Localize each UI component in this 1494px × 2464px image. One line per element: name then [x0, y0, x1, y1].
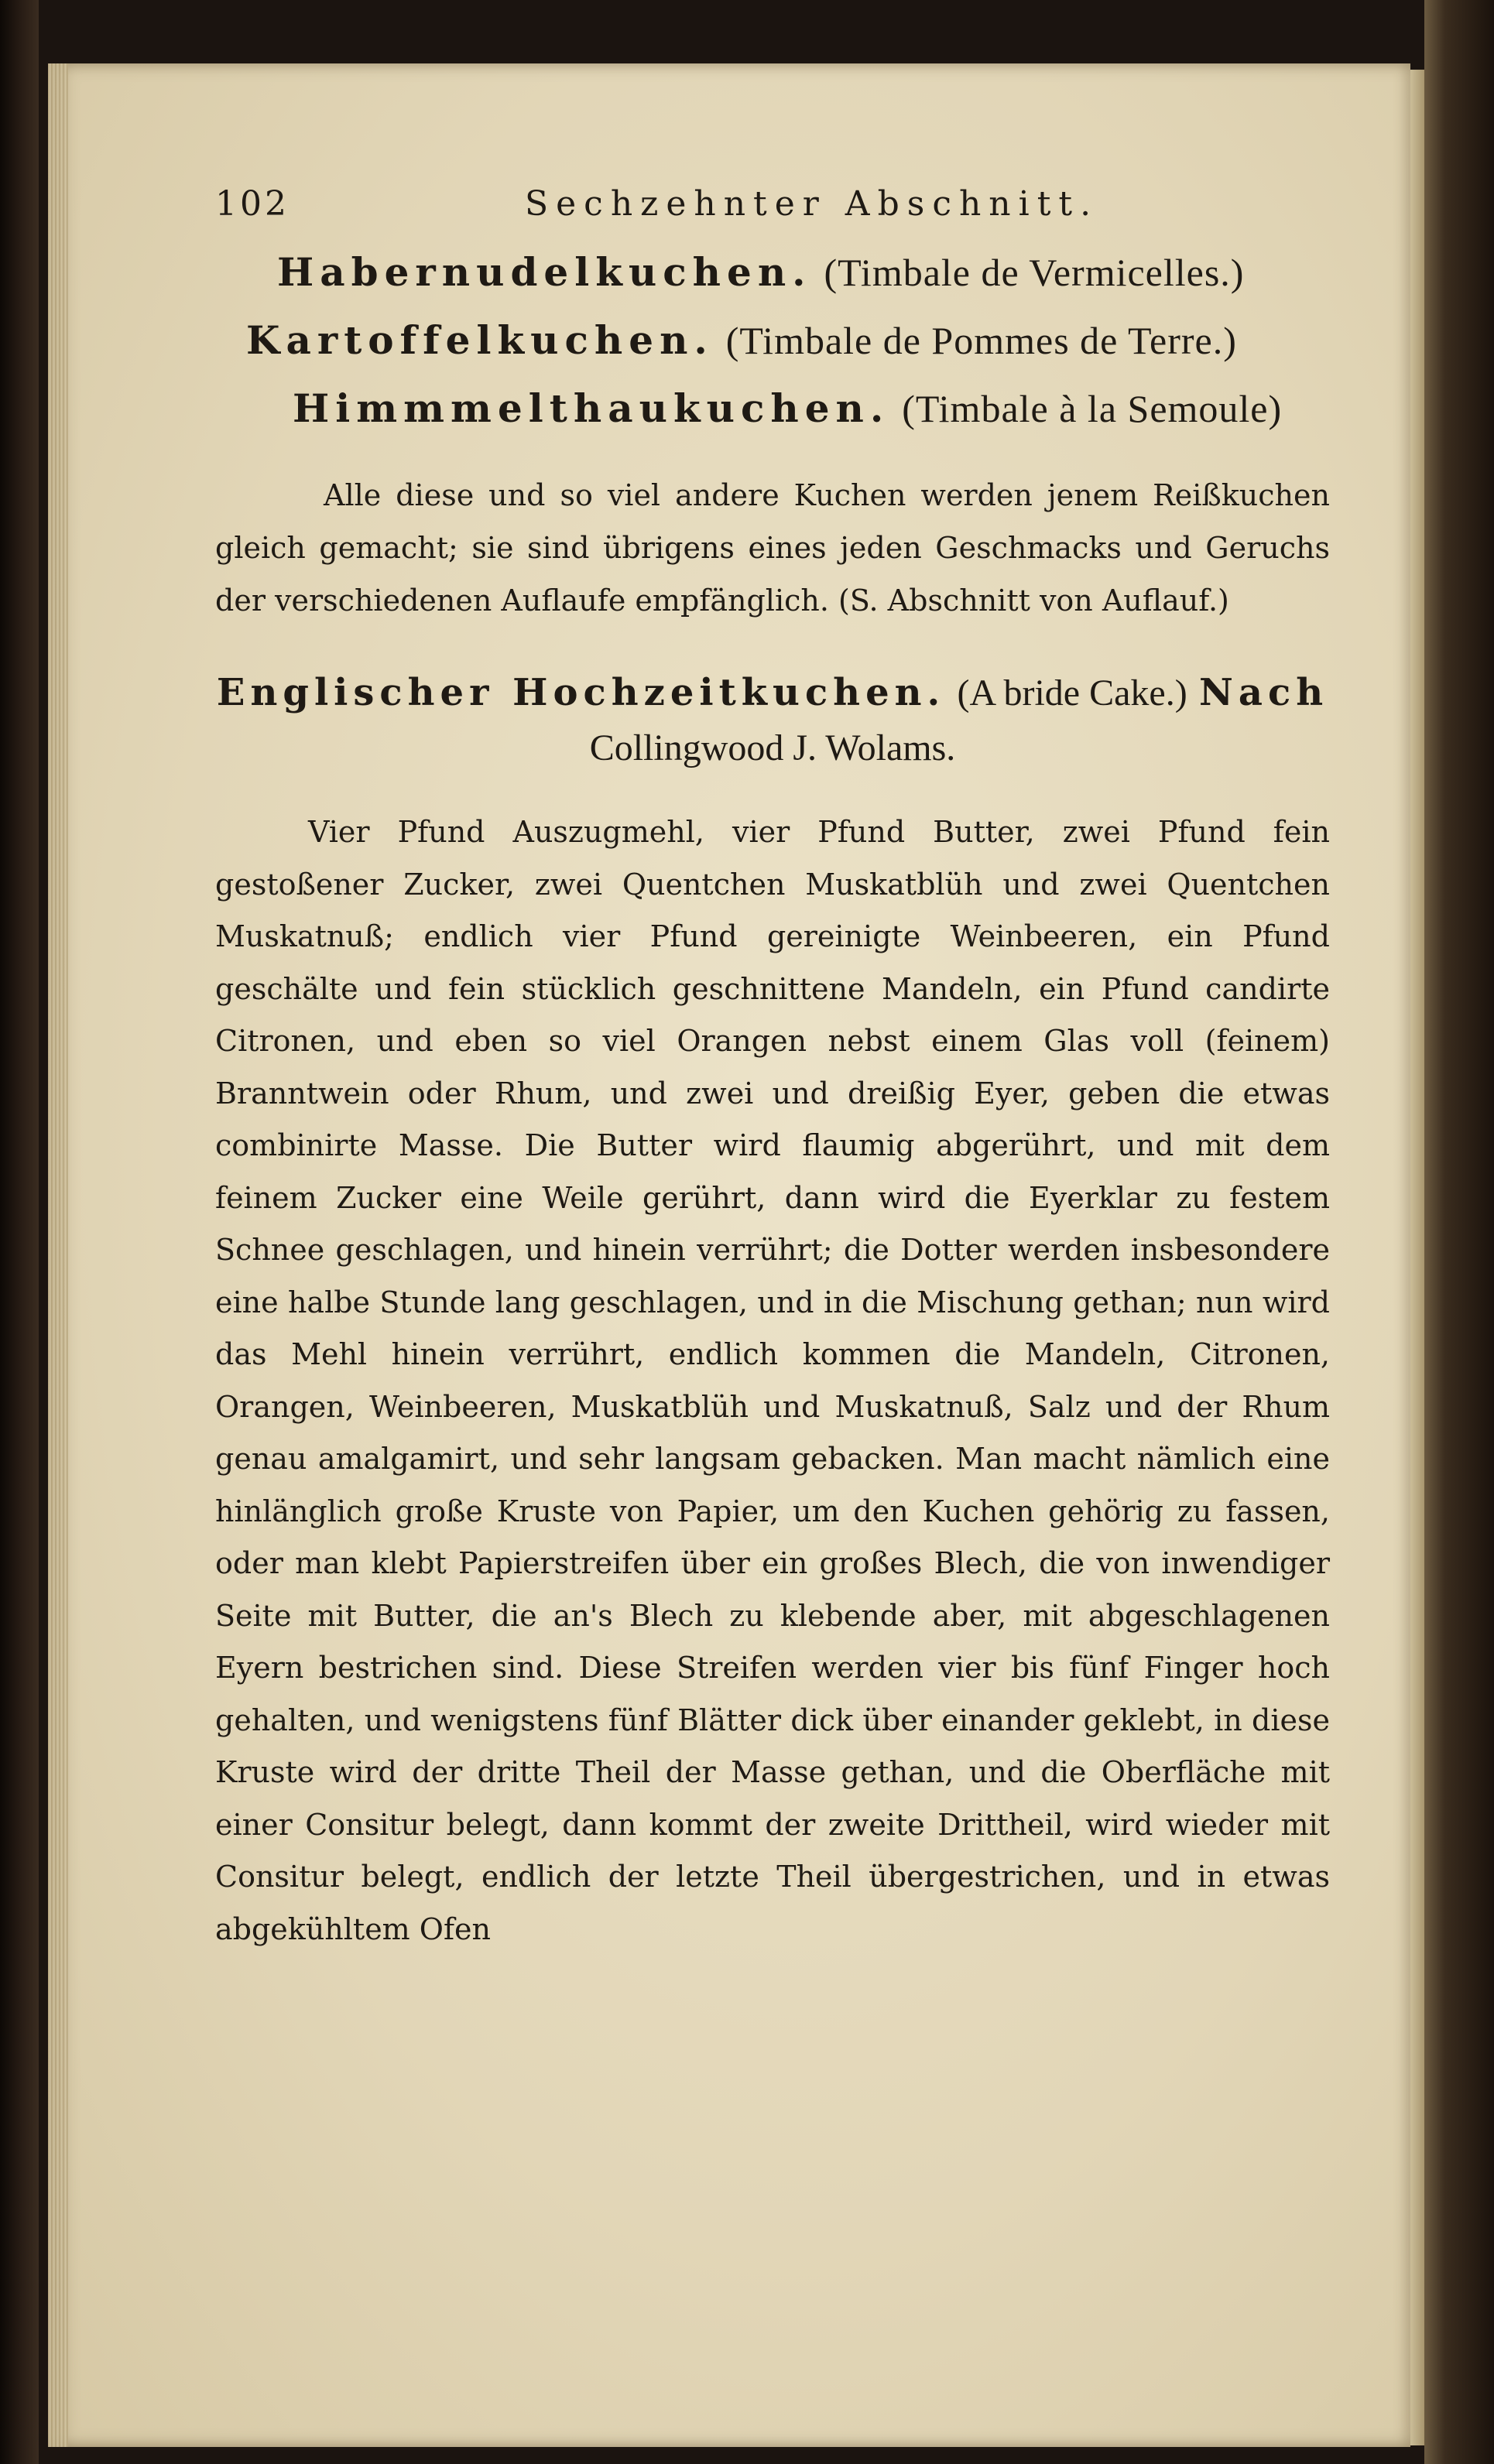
recipe-title: [215, 306, 1330, 375]
body-paragraph: Alle diese und so viel andere Kuchen werden jenem Reißkuchen gleich gemacht; sie sind übrigens eines jeden Geschmacks und Geruchs der verschiedenen Auflaufe empfänglich. (S. Abschnitt von Auflauf.): [215, 478, 1330, 618]
book-cover-right-edge: [1424, 0, 1494, 2464]
recipe-title: [215, 375, 1330, 443]
page-gutter-edge: [1410, 70, 1424, 2445]
recipe-name-french: (Timbale de Pommes de Terre.): [725, 319, 1237, 362]
recipe-name-german: Kartoffelkuchen.: [246, 317, 714, 363]
recipe-heading: [215, 666, 1330, 775]
recipe-name-english: (A bride Cake.): [957, 672, 1187, 714]
recipe-name-german: Englischer Hochzeitkuchen.: [216, 671, 946, 714]
attribution-prefix: Nach: [1198, 671, 1329, 714]
recipe-title: [215, 238, 1330, 306]
page-stack-edge: [48, 63, 68, 2447]
running-head: [215, 169, 1330, 238]
recipe-author: Collingwood J. Wolams.: [589, 727, 956, 768]
page-content: [215, 169, 1330, 1956]
recipe-name-french: (Timbale de Vermicelles.): [824, 251, 1245, 294]
recipe-name-german: Habernudelkuchen.: [277, 249, 812, 295]
section-title: Sechzehnter Abschnitt.: [525, 184, 1099, 224]
recipe-name-french: (Timbale à la Semoule): [902, 387, 1283, 430]
book-cover-left-edge: [0, 0, 39, 2464]
page-number: 102: [215, 184, 290, 224]
body-paragraph: Vier Pfund Auszugmehl, vier Pfund Butter, zwei Pfund fein gestoßener Zucker, zwei Quentchen Muskatblüh und zwei Quentchen Muskatnuß; endlich vier Pfund gereinigte Weinbeeren, ein Pfund geschälte und fein stücklich geschnittene Mandeln, ein Pfund candirte Citronen, und eben so viel Orangen nebst einem Glas voll (feinem) Branntwein oder Rhum, und zwei und dreißig Eyer, geben die etwas combinirte Masse. Die Butter wird flaumig abgerührt, und mit dem feinem Zucker eine Weile gerührt, dann wird die Eyerklar zu festem Schnee geschlagen, und hinein verrührt; die Dotter werden insbesondere eine halbe Stunde lang geschlagen, und in die Mischung gethan; nun wird das Mehl hinein verrührt, endlich kommen die Mandeln, Citronen, Orangen, Weinbeeren, Muskatblüh und Muskatnuß, Salz und der Rhum genau amalgamirt, und sehr langsam gebacken. Man macht nämlich eine hinlänglich große Kruste von Papier, um den Kuchen gehörig zu fassen, oder man klebt Papierstreifen über ein großes Blech, die von inwendiger Seite mit Butter, die an's Blech zu klebende aber, mit abgeschlagenen Eyern bestrichen sind. Diese Streifen werden vier bis fünf Finger hoch gehalten, und wenigstens fünf Blätter dick über einander geklebt, in diese Kruste wird der dritte Theil der Masse gethan, und die Oberfläche mit einer Consitur belegt, dann kommt der zweite Drittheil, wird wieder mit Consitur belegt, endlich der letzte Theil übergestrichen, und in etwas abgekühltem Ofen: [215, 815, 1330, 1946]
recipe-name-german: Himmmelthaukuchen.: [293, 385, 890, 431]
